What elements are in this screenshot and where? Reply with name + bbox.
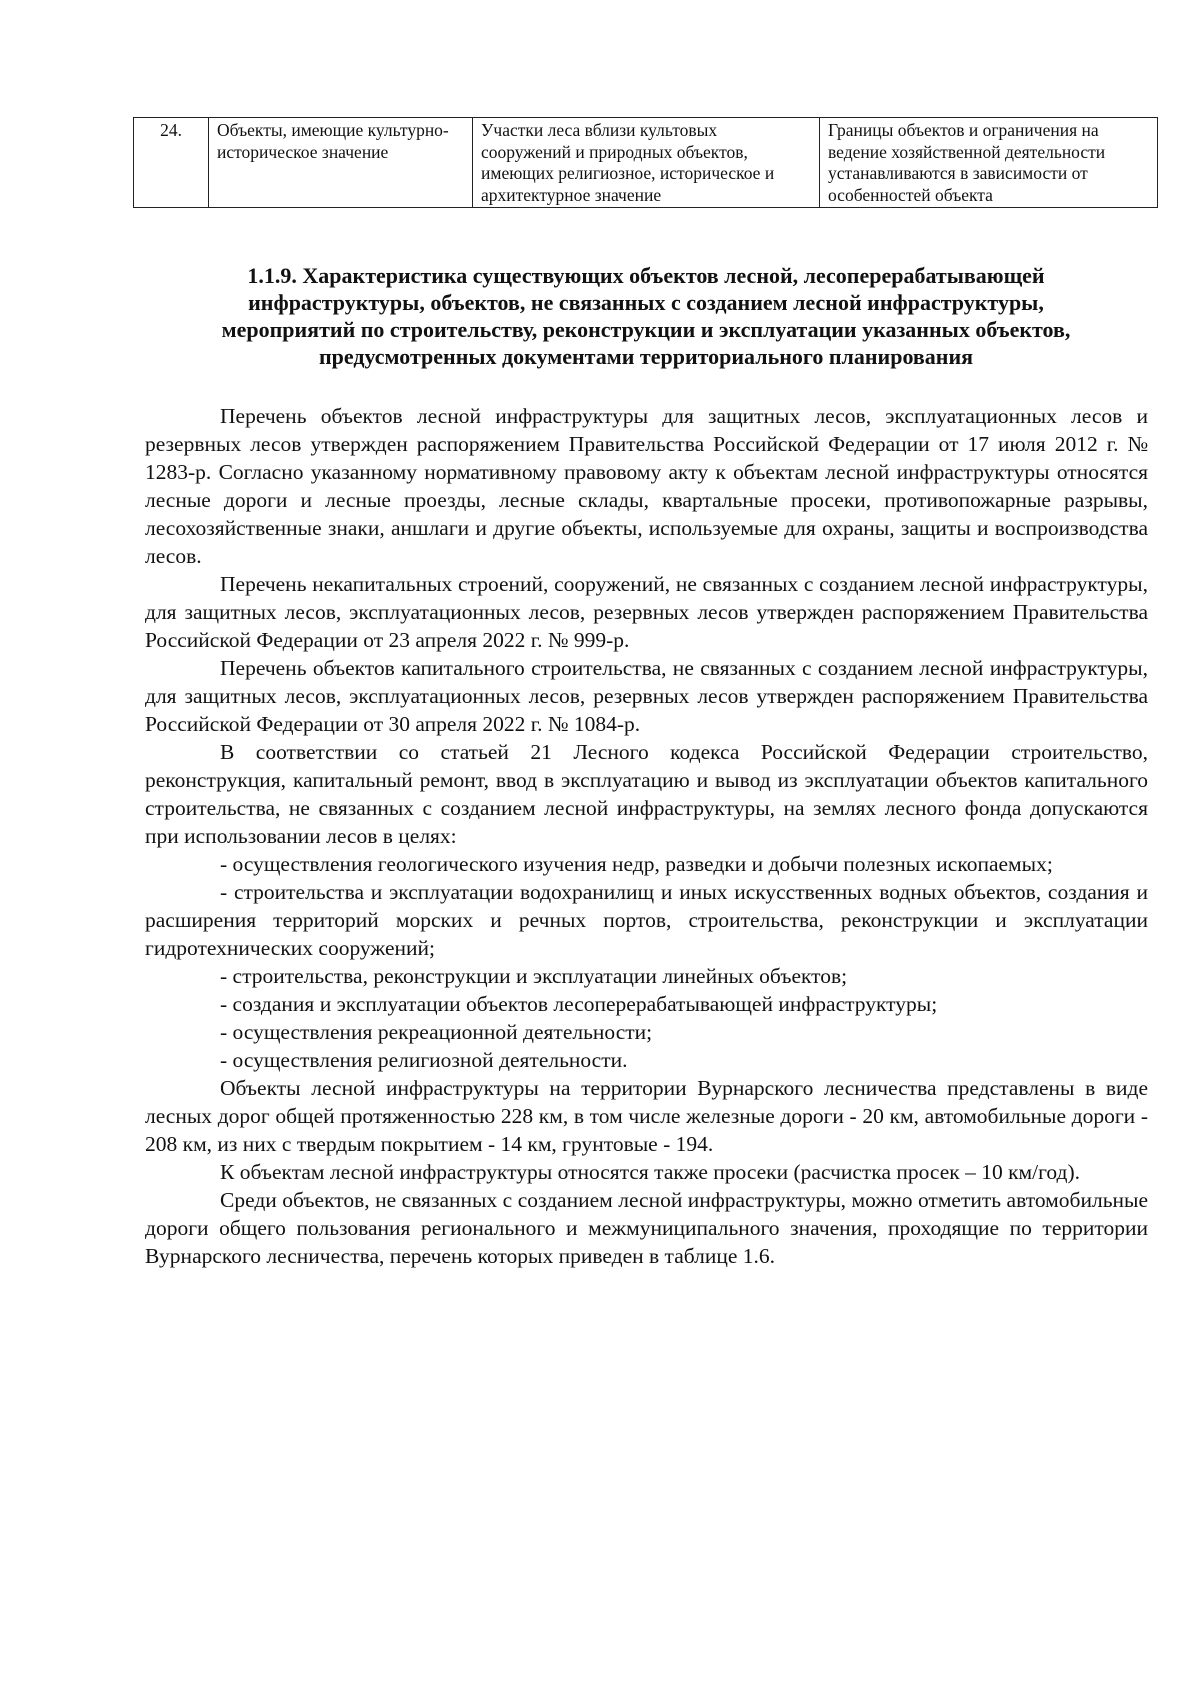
- paragraph: Перечень некапитальных строений, сооружений, не связанных с созданием лесной инфраструктуры, для защитных лесов, эксплуатационных лесов, резервных лесов утвержден распоряжением Правительства Российской Федерации от 23 апреля 2022 г. № 999-р.: [145, 572, 1148, 652]
- heading-line: мероприятий по строительству, реконструкции и эксплуатации указанных объектов,: [221, 317, 1071, 342]
- row-number-cell: 24.: [134, 118, 209, 208]
- paragraph: Среди объектов, не связанных с созданием лесной инфраструктуры, можно отметить автомобильные дороги общего пользования регионального и межмуниципального значения, проходящие по территории Вурнарского лесничества, перечень которых приведен в таблице 1.6.: [145, 1188, 1148, 1268]
- object-name-cell: Объекты, имеющие культурно-историческое значение: [209, 118, 473, 208]
- forest-areas-cell: Участки леса вблизи культовых сооружений и природных объектов, имеющих религиозное, историческое и архитектурное значение: [473, 118, 820, 208]
- heading-line: 1.1.9. Характеристика существующих объектов лесной, лесоперерабатывающей: [247, 263, 1045, 288]
- objects-table: [133, 117, 1158, 208]
- list-item: - осуществления рекреационной деятельности;: [220, 1020, 653, 1044]
- paragraph: Перечень объектов лесной инфраструктуры для защитных лесов, эксплуатационных лесов и резервных лесов утвержден распоряжением Правительства Российской Федерации от 17 июля 2012 г. № 1283-р. Согласно указанному нормативному правовому акту к объектам лесной инфраструктуры относятся лесные дороги и лесные проезды, лесные склады, квартальные просеки, противопожарные разрывы, лесохозяйственные знаки, аншлаги и другие объекты, используемые для охраны, защиты и воспроизводства лесов.: [145, 404, 1148, 568]
- paragraph: К объектам лесной инфраструктуры относятся также просеки (расчистка просек – 10 км/год).: [220, 1160, 1080, 1184]
- paragraph: В соответствии со статьей 21 Лесного кодекса Российской Федерации строительство, реконструкция, капитальный ремонт, ввод в эксплуатацию и вывод из эксплуатации объектов капитального строительства, не связанных с созданием лесной инфраструктуры, на землях лесного фонда допускаются при использовании лесов в целях:: [145, 740, 1148, 848]
- list-item: - создания и эксплуатации объектов лесоперерабатывающей инфраструктуры;: [220, 992, 938, 1016]
- heading-line: инфраструктуры, объектов, не связанных с созданием лесной инфраструктуры,: [248, 290, 1044, 315]
- list-item: - осуществления геологического изучения недр, разведки и добычи полезных ископаемых;: [220, 852, 1053, 876]
- boundaries-cell: Границы объектов и ограничения на ведение хозяйственной деятельности устанавливаются в зависимости от особенностей объекта: [820, 118, 1158, 208]
- section-heading: [140, 262, 1152, 370]
- table-row: [134, 118, 1158, 208]
- list-item: - строительства, реконструкции и эксплуатации линейных объектов;: [220, 964, 848, 988]
- list-item: - осуществления религиозной деятельности.: [220, 1048, 628, 1072]
- heading-line: предусмотренных документами территориального планирования: [318, 344, 974, 369]
- paragraph: Перечень объектов капитального строительства, не связанных с созданием лесной инфраструктуры, для защитных лесов, эксплуатационных лесов, резервных лесов утвержден распоряжением Правительства Российской Федерации от 30 апреля 2022 г. № 1084-р.: [145, 656, 1148, 736]
- paragraph: Объекты лесной инфраструктуры на территории Вурнарского лесничества представлены в виде лесных дорог общей протяженностью 228 км, в том числе железные дороги - 20 км, автомобильные дороги - 208 км, из них с твердым покрытием - 14 км, грунтовые - 194.: [145, 1076, 1148, 1156]
- body-text: [145, 402, 1148, 1270]
- list-item: - строительства и эксплуатации водохранилищ и иных искусственных водных объектов, создания и расширения территорий морских и речных портов, строительства, реконструкции и эксплуатации гидротехнических сооружений;: [145, 880, 1148, 960]
